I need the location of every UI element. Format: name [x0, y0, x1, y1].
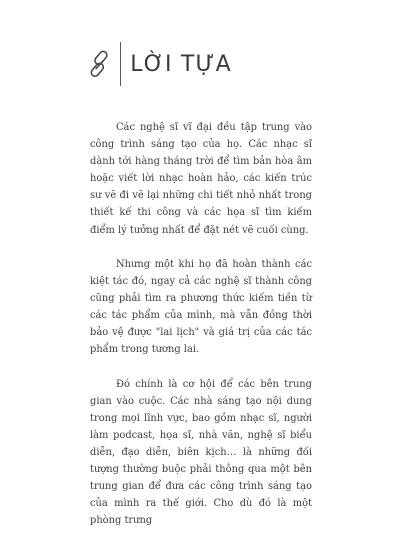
- chain-link-icon: [88, 49, 112, 79]
- paragraph: Các nghệ sĩ vĩ đại đều tập trung vào công trình sáng tạo của họ. Các nhạc sĩ dành tới hàng tháng trời để tìm bản hòa âm hoặc viết lời nhạc hoàn hảo, các kiến trúc sư vẽ đi vẽ lại những chi tiết nhỏ nhất trong thiết kế thi công và các họa sĩ tìm kiếm điểm lý tưởng nhất để đặt nét vẽ cuối cùng.: [90, 122, 312, 236]
- heading-divider: [120, 42, 121, 86]
- chapter-title: LỜI TỰA: [130, 51, 232, 77]
- body-text: [90, 119, 312, 547]
- paragraph: Nhưng một khi họ đã hoàn thành các kiệt tác đó, ngay cả các nghệ sĩ thành công cũng phải tìm ra phương thức kiếm tiền từ các tác phẩm của mình, mà vẫn đồng thời bảo vệ được "lai lịch" và giá trị của các tác phẩm trong tương lai.: [90, 258, 312, 356]
- chapter-heading: [88, 42, 232, 86]
- paragraph: Đó chính là cơ hội để các bên trung gian vào cuộc. Các nhà sáng tạo nội dung trong mọi lĩnh vực, bao gồm nhạc sĩ, người làm podcast, họa sĩ, nhà văn, nghệ sĩ biểu diễn, đạo diễn, biên kịch… là những đối tượng thường buộc phải thông qua một bên trung gian để đưa các công trình sáng tạo của mình ra thế giới. Cho dù đó là một phòng trưng: [90, 378, 312, 527]
